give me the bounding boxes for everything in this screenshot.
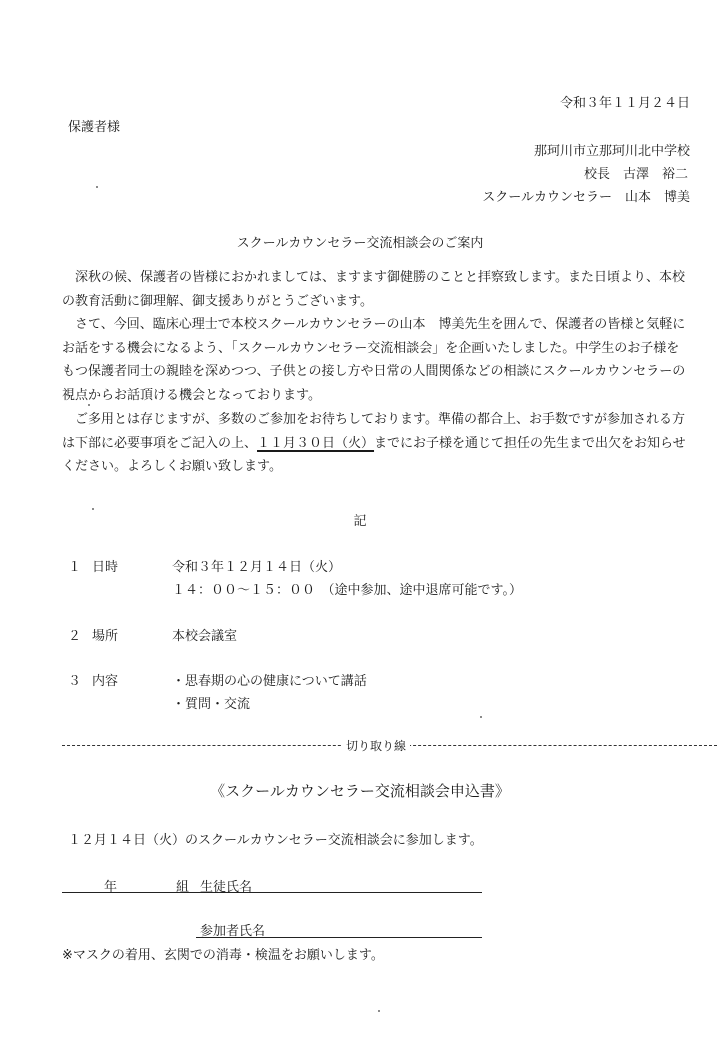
form-statement: １２月１４日（火）のスクールカウンセラー交流相談会に参加します。 xyxy=(68,833,483,848)
scan-speck xyxy=(378,1010,380,1012)
content-lecture: ・思春期の心の健康について講話 xyxy=(172,674,367,689)
content-qa: ・質問・交流 xyxy=(172,697,251,712)
paragraph-text: さて、今回、臨床心理士で本校スクールカウンセラーの山本 博美先生を囲んで、保護者の皆様と気軽にお話をする機会になるよう、「スクールカウンセラー交流相談会」を企画いたしました。中学生のお子様をもつ保護者同士の親睦を深めつつ、子供との接し方や日常の人間関係などの相談にスクールカウンセラーの視点からお話頂ける機会となっております。 xyxy=(62,317,686,403)
item-number: ２ xyxy=(68,629,82,644)
paragraph-text: までにお子様を通じて担任の先生まで出欠をお知らせください。よろしくお願い致します。 xyxy=(62,435,686,474)
body-paragraph xyxy=(62,408,692,479)
item-number: ３ xyxy=(68,674,82,689)
student-entry-line[interactable] xyxy=(62,892,482,893)
school-name: 那珂川市立那珂川北中学校 xyxy=(533,144,690,159)
scan-speck xyxy=(480,716,482,718)
paragraph-text: 深秋の候、保護者の皆様におかれましては、ますます御健勝のことと拝察致します。また日頃より、本校の教育活動に御理解、御支援ありがとうございます。 xyxy=(62,270,685,309)
addressee: 保護者様 xyxy=(68,120,121,135)
item-label-place: 場所 xyxy=(92,629,119,644)
class-label: 組 xyxy=(176,880,190,895)
parent-name-label: 参加者氏名 xyxy=(200,924,266,939)
event-date: 令和３年１２月１４日（火） xyxy=(172,560,342,575)
paragraph-text: ご多用とは存じますが、多数のご参加をお待ちしております。準備の都合上、お手数ですが参加される方は下部に必要事項をご記入の上、 xyxy=(62,412,685,451)
event-place: 本校会議室 xyxy=(172,629,238,644)
event-time: １４：００～１５：００ （途中参加、途中退席可能です。） xyxy=(172,583,522,598)
student-name-label: 生徒氏名 xyxy=(200,880,253,895)
counselor-signature: スクールカウンセラー 山本 博美 xyxy=(482,190,690,205)
cut-line-label: 切り取り線 xyxy=(342,737,410,754)
item-label-content: 内容 xyxy=(92,674,119,689)
mask-note: ※マスクの着用、玄関での消毒・検温をお願いします。 xyxy=(62,948,384,963)
grade-label: 年 xyxy=(104,880,118,895)
deadline-date: １１月３０日（火） xyxy=(257,435,375,451)
scan-speck xyxy=(88,404,90,406)
body-paragraph xyxy=(62,313,692,407)
scan-speck xyxy=(92,508,94,510)
form-title: 《スクールカウンセラー交流相談会申込書》 xyxy=(210,782,510,800)
ki-heading: 記 xyxy=(353,514,367,529)
principal-signature: 校長 古澤 裕二 xyxy=(583,167,688,182)
item-number: １ xyxy=(68,560,82,575)
scan-speck xyxy=(96,186,98,188)
notice-body xyxy=(62,266,692,479)
notice-title: スクールカウンセラー交流相談会のご案内 xyxy=(236,236,484,251)
document-date: 令和３年１１月２４日 xyxy=(559,96,690,111)
body-paragraph xyxy=(62,266,692,313)
item-label-datetime: 日時 xyxy=(92,560,119,575)
